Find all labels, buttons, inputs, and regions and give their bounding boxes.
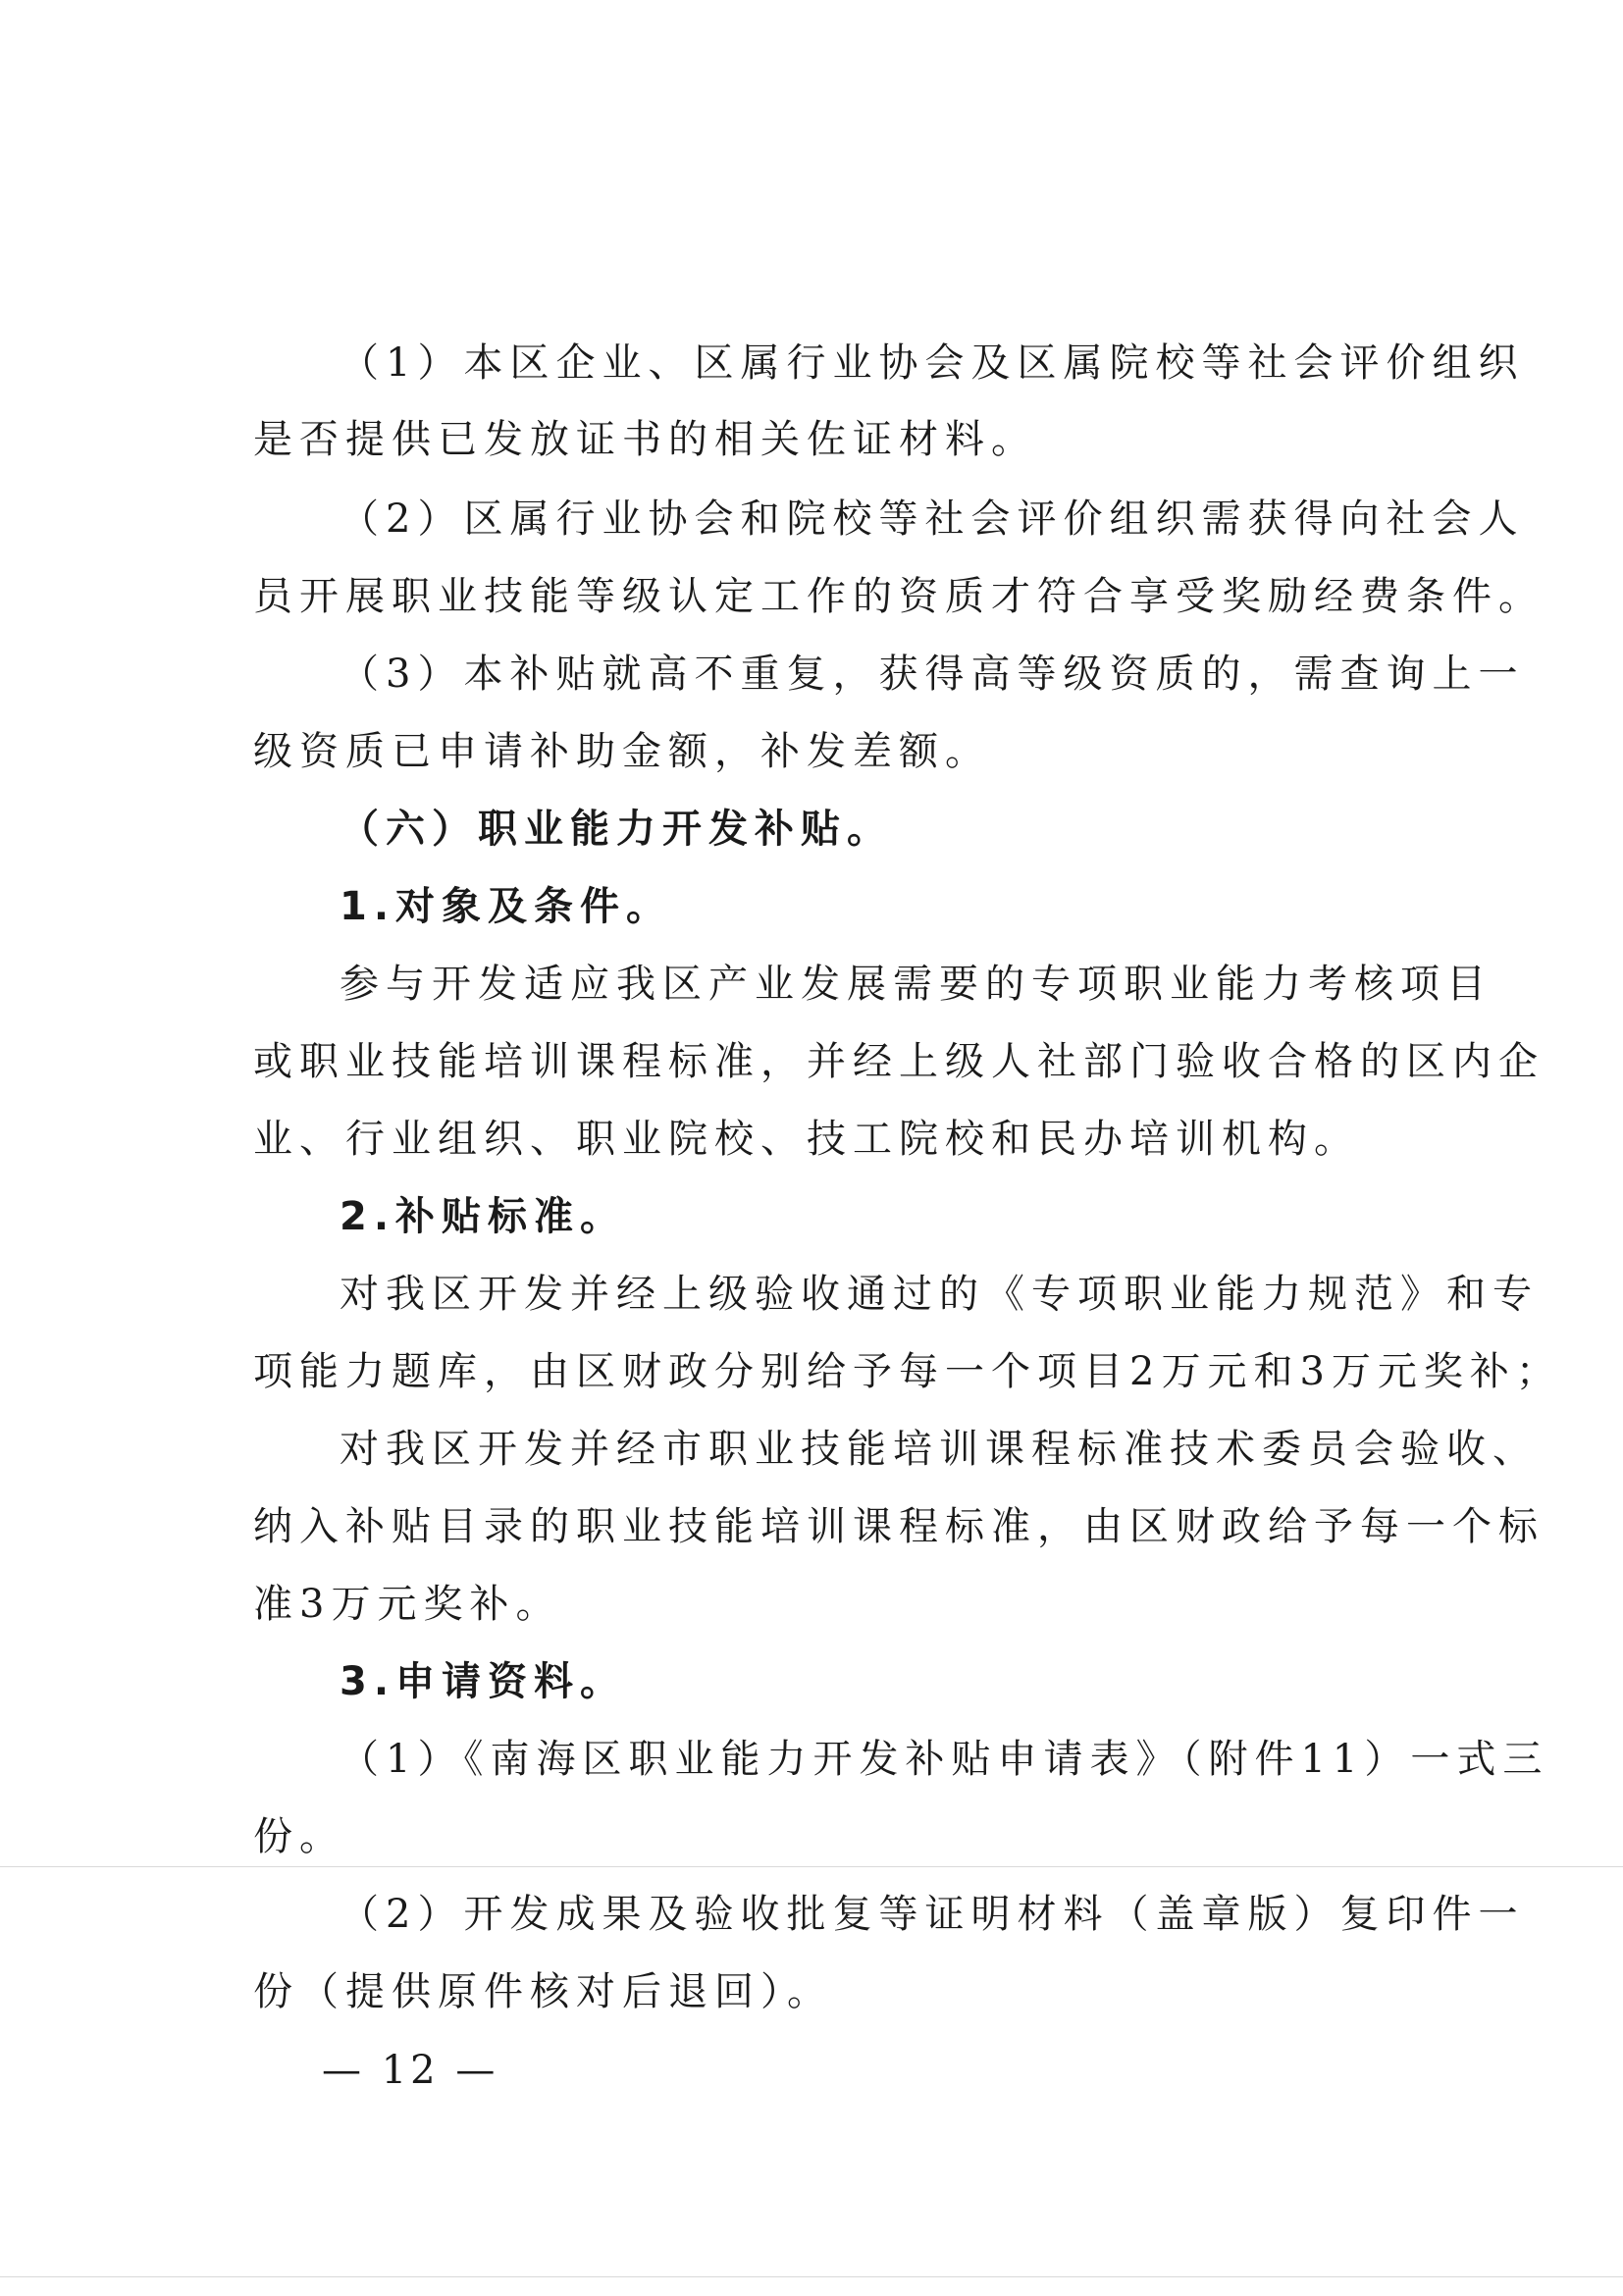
para-2-line-2: 员开展职业技能等级认定工作的资质才符合享受奖励经费条件。 [253, 574, 1544, 619]
para-6-line-3: 准3万元奖补。 [253, 1582, 562, 1627]
scan-artifact-line [0, 1866, 1623, 1867]
para-5-line-1: 对我区开发并经上级验收通过的《专项职业能力规范》和专 [340, 1272, 1539, 1317]
para-4-line-2: 或职业技能培训课程标准，并经上级人社部门验收合格的区内企 [253, 1039, 1544, 1084]
subheading-1: 1.对象及条件。 [340, 884, 673, 929]
para-4-line-3: 业、行业组织、职业院校、技工院校和民办培训机构。 [253, 1117, 1360, 1162]
para-7-line-1: （1）《南海区职业能力开发补贴申请表》（附件11）一式三 [340, 1737, 1549, 1782]
para-3-line-1: （3）本补贴就高不重复，获得高等级资质的，需查询上一 [340, 652, 1525, 697]
section-heading: （六）职业能力开发补贴。 [340, 807, 893, 852]
para-2-line-1: （2）区属行业协会和院校等社会评价组织需获得向社会人 [340, 496, 1525, 542]
scan-artifact-line-bottom [0, 2276, 1623, 2277]
para-5-line-2: 项能力题库，由区财政分别给予每一个项目2万元和3万元奖补； [253, 1349, 1562, 1394]
para-1-line-1: （1）本区企业、区属行业协会及区属院校等社会评价组织 [340, 340, 1525, 386]
subheading-2: 2.补贴标准。 [340, 1194, 627, 1239]
para-8-line-1: （2）开发成果及验收批复等证明材料（盖章版）复印件一 [340, 1892, 1525, 1937]
para-3-line-2: 级资质已申请补助金额，补发差额。 [253, 729, 991, 774]
para-4-line-1: 参与开发适应我区产业发展需要的专项职业能力考核项目 [340, 962, 1492, 1007]
para-6-line-2: 纳入补贴目录的职业技能培训课程标准，由区财政给予每一个标 [253, 1504, 1544, 1549]
para-8-line-2: 份（提供原件核对后退回）。 [253, 1969, 833, 2014]
para-7-line-2: 份。 [253, 1814, 345, 1859]
para-1-line-2: 是否提供已发放证书的相关佐证材料。 [253, 417, 1037, 462]
subheading-3: 3.申请资料。 [340, 1659, 627, 1704]
para-6-line-1: 对我区开发并经市职业技能培训课程标准技术委员会验收、 [340, 1427, 1539, 1472]
page-number: — 12 — [322, 2048, 499, 2093]
